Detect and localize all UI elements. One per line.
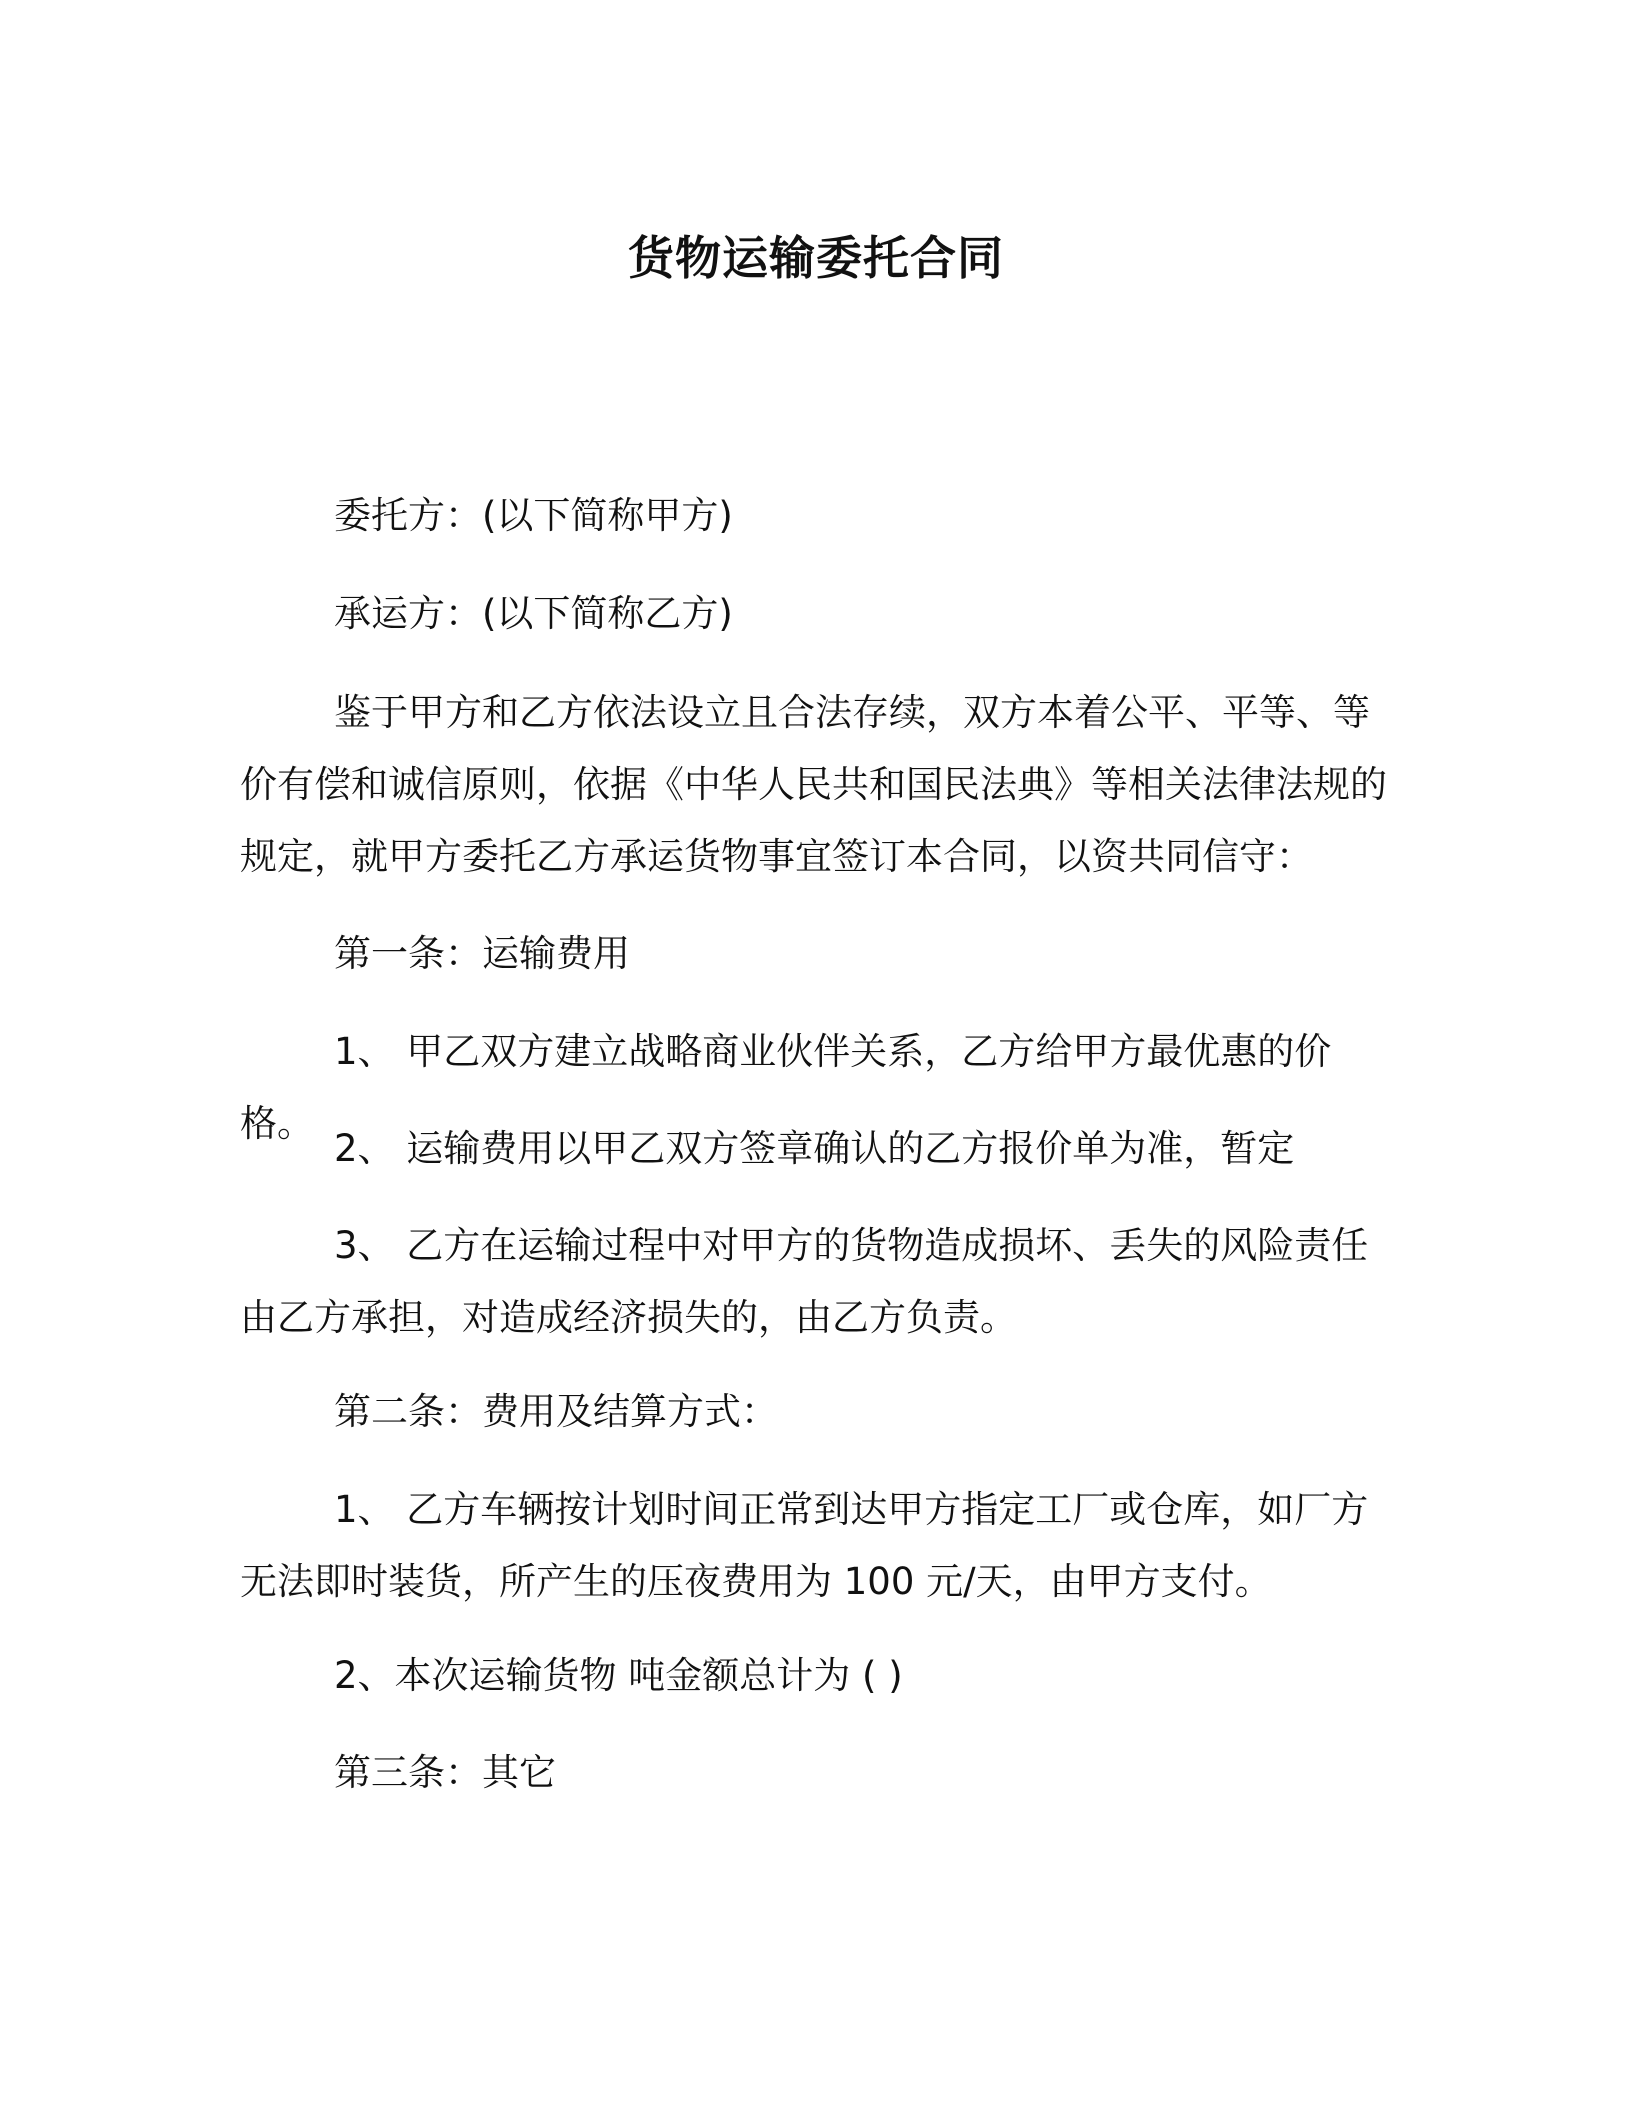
paragraph-article-1-item-3: 3、 乙方在运输过程中对甲方的货物造成损坏、丢失的风险责任由乙方承担，对造成经济损失的，由乙方负责。 xyxy=(240,1224,1369,1339)
paragraph-carrier: 承运方：(以下简称乙方) xyxy=(334,592,733,635)
heading-article-3: 第三条：其它 xyxy=(334,1751,556,1794)
document-title: 货物运输委托合同 xyxy=(628,231,1004,285)
paragraph-article-2-item-2: 2、本次运输货物 吨金额总计为 ( ) xyxy=(334,1654,903,1697)
paragraph-article-1-item-1: 1、 甲乙双方建立战略商业伙伴关系，乙方给甲方最优惠的价格。 xyxy=(240,1030,1332,1145)
paragraph-preamble: 鉴于甲方和乙方依法设立且合法存续，双方本着公平、平等、等价有偿和诚信原则，依据《中华人民共和国民法典》等相关法律法规的规定，就甲方委托乙方承运货物事宜签订本合同，以资共同信守： xyxy=(240,691,1387,878)
heading-article-1: 第一条：运输费用 xyxy=(334,932,630,975)
paragraph-article-2-item-1: 1、 乙方车辆按计划时间正常到达甲方指定工厂或仓库，如厂方无法即时装货，所产生的压夜费用为 100 元/天，由甲方支付。 xyxy=(240,1488,1369,1603)
heading-article-2: 第二条：费用及结算方式： xyxy=(334,1390,778,1433)
paragraph-article-1-item-2: 2、 运输费用以甲乙双方签章确认的乙方报价单为准，暂定 xyxy=(334,1127,1295,1170)
paragraph-principal: 委托方：(以下简称甲方) xyxy=(334,494,733,537)
